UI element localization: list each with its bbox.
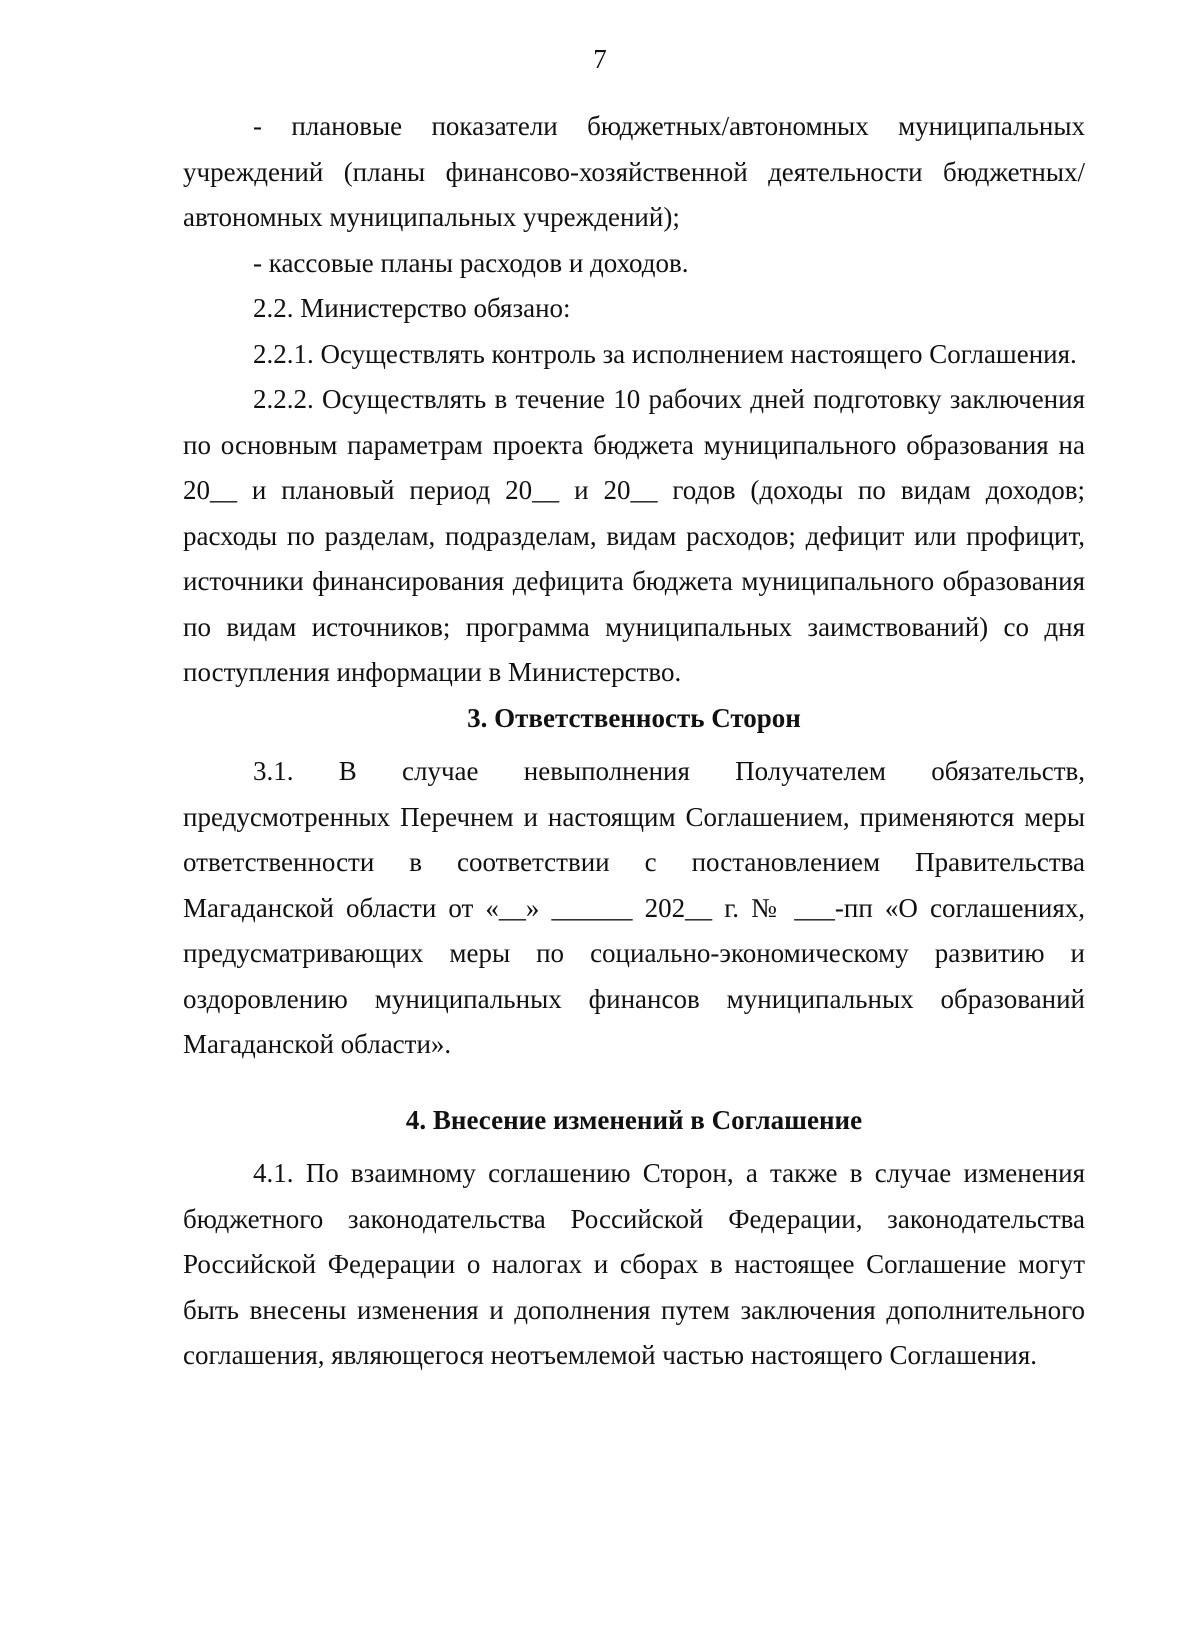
paragraph-planned-indicators: - плановые показатели бюджетных/автономных муниципальных учреждений (планы финансово-хозяйственной деятельности бюджетных/автономных муниципальных учреждений); <box>183 111 1085 232</box>
section-4-title: 4. Внесение изменений в Соглашение <box>405 1104 863 1135</box>
paragraph-cash-plans: - кассовые планы расходов и доходов. <box>253 247 689 278</box>
paragraph-4-1: 4.1. По взаимному соглашению Сторон, а также в случае изменения бюджетного законодательства Российской Федерации, законодательства Российской Федерации о налогах и сборах в настоящее Соглашение могут быть внесены изменения и дополнения путем заключения дополнительного соглашения, являющегося неотъемлемой частью настоящего Соглашения. <box>183 1158 1085 1370</box>
page-number: 7 <box>593 44 607 74</box>
paragraph-2-2-2: 2.2.2. Осуществлять в течение 10 рабочих дней подготовку заключения по основным параметрам проекта бюджета муниципального образования на 20__ и плановый период 20__ и 20__ годов (доходы по видам доходов; расходы по разделам, подразделам, видам расходов; дефицит или профицит, источники финансирования дефицита бюджета муниципального образования по видам источников; программа муниципальных заимствований) со дня поступления информации в Министерство. <box>183 384 1085 687</box>
section-3-title: 3. Ответственность Сторон <box>467 702 801 733</box>
paragraph-2-2: 2.2. Министерство обязано: <box>253 293 571 323</box>
document-body <box>183 104 1085 1379</box>
paragraph-3-1: 3.1. В случае невыполнения Получателем обязательств, предусмотренных Перечнем и настоящим Соглашением, применяются меры ответственности в соответствии с постановлением Правительства Магаданской области от «__» ______ 202__ г. № ___-пп «О соглашениях, предусматривающих меры по социально-экономическому развитию и оздоровлению муниципальных финансов муниципальных образований Магаданской области». <box>183 756 1085 1059</box>
paragraph-2-2-1: 2.2.1. Осуществлять контроль за исполнением настоящего Соглашения. <box>253 338 1077 369</box>
